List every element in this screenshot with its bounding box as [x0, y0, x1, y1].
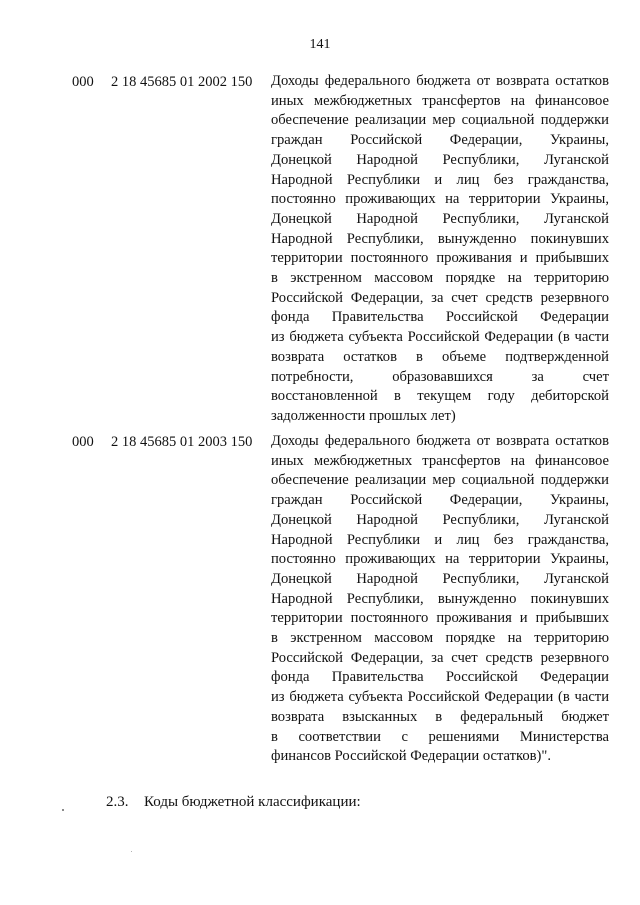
page-number: 141	[309, 37, 331, 52]
description-line: обеспечение реализации мер социальной поддержки	[271, 112, 609, 129]
description-line: Российской Федерации, за счет средств резервного	[271, 289, 609, 306]
description-line: Народной Республики, вынужденно покинувших	[271, 590, 609, 607]
description-line: фонда Правительства Российской Федерации	[271, 669, 609, 686]
description-line: территории постоянного проживания и прибывших	[271, 250, 609, 267]
scan-speck	[62, 809, 64, 811]
description-line: из бюджета субъекта Российской Федерации (в части	[271, 689, 609, 706]
description-line: возврата взысканных в федеральный бюджет	[271, 708, 609, 725]
admin-code: 000	[72, 434, 94, 450]
description-line: в экстренном массовом порядке на территорию	[271, 270, 609, 287]
description-line: постоянно проживающих на территории Украины,	[271, 551, 609, 568]
budget-code: 2 18 45685 01 2002 150	[111, 74, 253, 90]
description-line: Доходы федерального бюджета от возврата остатков	[271, 433, 609, 449]
entry-description	[271, 432, 609, 767]
description-line: Российской Федерации, за счет средств резервного	[271, 649, 609, 666]
description-line: Народной Республики, вынужденно покинувших	[271, 230, 609, 247]
admin-code: 000	[72, 74, 94, 90]
description-line: задолженности прошлых лет)	[271, 407, 456, 424]
description-line: Донецкой Народной Республики, Луганской	[271, 570, 609, 587]
description-line: финансов Российской Федерации остатков)".	[271, 748, 551, 765]
description-line: граждан Российской Федерации, Украины,	[271, 492, 609, 509]
description-line: Народной Республики и лиц без гражданства,	[271, 531, 609, 548]
description-line: обеспечение реализации мер социальной поддержки	[271, 472, 609, 489]
description-line: иных межбюджетных трансфертов на финансовое	[271, 452, 609, 469]
description-line: территории постоянного проживания и прибывших	[271, 610, 609, 627]
description-line: Народной Республики и лиц без гражданства,	[271, 171, 609, 188]
description-line: Донецкой Народной Республики, Луганской	[271, 210, 609, 227]
description-line: в соответствии с решениями Министерства	[271, 728, 609, 745]
description-line: иных межбюджетных трансфертов на финансовое	[271, 92, 609, 109]
entry-description	[271, 72, 609, 427]
description-line: из бюджета субъекта Российской Федерации (в части	[271, 329, 609, 346]
description-line: в экстренном массовом порядке на территорию	[271, 630, 609, 647]
description-line: потребности, образовавшихся за счет	[271, 368, 609, 385]
description-line: постоянно проживающих на территории Украины,	[271, 191, 609, 208]
description-line: Доходы федерального бюджета от возврата остатков	[271, 73, 609, 89]
section-heading	[106, 792, 361, 812]
description-line: восстановленной в текущем году дебиторской	[271, 388, 609, 405]
description-line: Донецкой Народной Республики, Луганской	[271, 151, 609, 168]
scan-speck	[131, 851, 132, 852]
description-line: граждан Российской Федерации, Украины,	[271, 132, 609, 149]
section-title: Коды бюджетной классификации:	[144, 794, 361, 810]
description-line: Донецкой Народной Республики, Луганской	[271, 511, 609, 528]
section-number: 2.3.	[106, 794, 129, 810]
budget-code: 2 18 45685 01 2003 150	[111, 434, 253, 450]
description-line: фонда Правительства Российской Федерации	[271, 309, 609, 326]
description-line: возврата остатков в объеме подтвержденной	[271, 348, 609, 365]
